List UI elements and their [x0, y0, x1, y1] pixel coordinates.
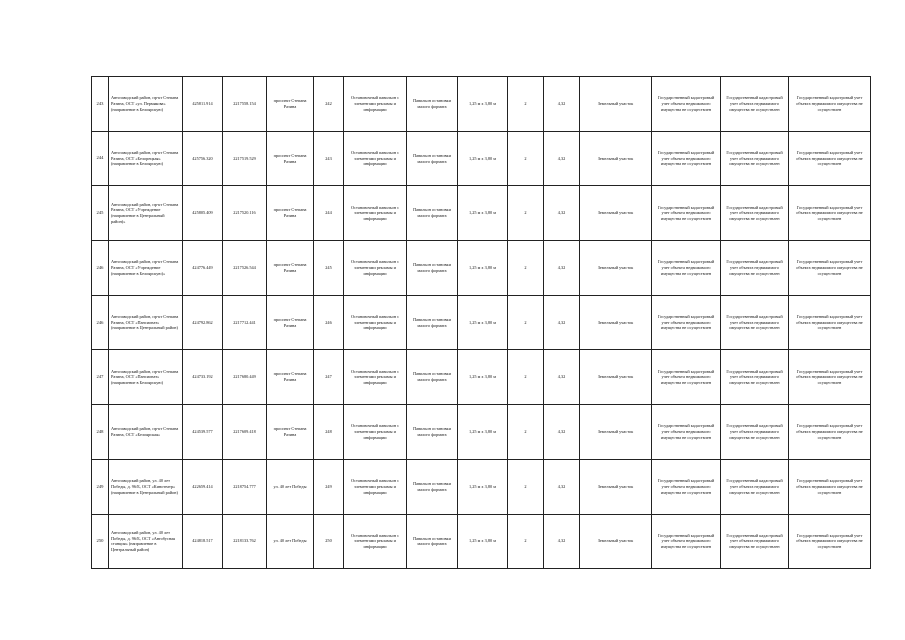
address-cell: Автозаводский район, пр-кт Степана Разина, ОСТ «Пансионат» (направление в Центральный район): [109, 295, 183, 350]
table-row: [92, 131, 871, 186]
coord-x-cell: 424539.577: [183, 405, 223, 460]
table-row: [92, 459, 871, 514]
row-number-cell: 245: [92, 186, 109, 241]
street-cell: проспект Степана Разина: [267, 131, 314, 186]
street-cell: ул. 40 лет Победы: [267, 459, 314, 514]
area-cell: 4,32: [544, 350, 580, 405]
coord-x-cell: 424818.517: [183, 514, 223, 569]
ownership-cell: Государственный кадастровый учет объекта недвижимого имущества не осуществлен: [721, 405, 789, 460]
coord-y-cell: 2217526.544: [223, 241, 267, 296]
area-cell: 4,32: [544, 295, 580, 350]
ownership-cell: Государственный кадастровый учет объекта недвижимого имущества не осуществлен: [789, 295, 871, 350]
street-cell: проспект Степана Разина: [267, 295, 314, 350]
ownership-cell: Государственный кадастровый учет объекта недвижимого имущества не осуществлен: [721, 77, 789, 132]
street-cell: проспект Степана Разина: [267, 350, 314, 405]
coord-y-cell: 2217519.529: [223, 131, 267, 186]
object-form-cell: Павильон остановки малого формата: [407, 241, 458, 296]
size-cell: 1,25 м х 3,80 м: [458, 186, 508, 241]
area-cell: 4,32: [544, 241, 580, 296]
size-cell: 1,25 м х 3,80 м: [458, 241, 508, 296]
address-cell: Автозаводский район, пр-кт Степана Разина, ОСТ «Учреждение (направление в Центральный район)»: [109, 186, 183, 241]
coord-y-cell: 2217558.154: [223, 77, 267, 132]
sides-cell: 2: [508, 186, 544, 241]
ownership-cell: Государственный кадастровый учет объекта недвижимого имущества не осуществлен: [721, 186, 789, 241]
size-cell: 1,25 м х 3,80 м: [458, 405, 508, 460]
ownership-cell: Государственный кадастровый учет объекта недвижимого имущества не осуществлен: [652, 77, 721, 132]
stop-number-cell: 250: [314, 514, 344, 569]
ownership-cell: Государственный кадастровый учет объекта недвижимого имущества не осуществлен: [652, 405, 721, 460]
object-type-cell: Остановочный павильон с элементами рекламы и информации: [344, 295, 407, 350]
ownership-cell: Государственный кадастровый учет объекта недвижимого имущества не осуществлен: [789, 350, 871, 405]
coord-x-cell: 424792.862: [183, 295, 223, 350]
stop-number-cell: 242: [314, 77, 344, 132]
object-type-cell: Остановочный павильон с элементами рекламы и информации: [344, 459, 407, 514]
ownership-cell: Государственный кадастровый учет объекта недвижимого имущества не осуществлен: [652, 241, 721, 296]
ownership-cell: Государственный кадастровый учет объекта недвижимого имущества не осуществлен: [652, 350, 721, 405]
stop-number-cell: 244: [314, 186, 344, 241]
coord-y-cell: 2218133.762: [223, 514, 267, 569]
ownership-cell: Государственный кадастровый учет объекта недвижимого имущества не осуществлен: [721, 241, 789, 296]
object-type-cell: Остановочный павильон с элементами рекламы и информации: [344, 131, 407, 186]
address-cell: Автозаводский район, ул. 40 лет Победы, д. 96/Б, ОСТ «Автобусная станция» (направление в Центральный район): [109, 514, 183, 569]
ownership-cell: Государственный кадастровый учет объекта недвижимого имущества не осуществлен: [789, 514, 871, 569]
ownership-cell: Государственный кадастровый учет объекта недвижимого имущества не осуществлен: [721, 131, 789, 186]
land-type-cell: Земельный участок: [580, 405, 652, 460]
coord-y-cell: 2218754.777: [223, 459, 267, 514]
area-cell: 4,32: [544, 459, 580, 514]
row-number-cell: 243: [92, 77, 109, 132]
table-row: [92, 405, 871, 460]
ownership-cell: Государственный кадастровый учет объекта недвижимого имущества не осуществлен: [789, 77, 871, 132]
object-type-cell: Остановочный павильон с элементами рекламы и информации: [344, 77, 407, 132]
object-form-cell: Павильон остановки малого формата: [407, 350, 458, 405]
street-cell: ул. 40 лет Победы: [267, 514, 314, 569]
coord-y-cell: 2217609.418: [223, 405, 267, 460]
ownership-cell: Государственный кадастровый учет объекта недвижимого имущества не осуществлен: [789, 186, 871, 241]
land-type-cell: Земельный участок: [580, 350, 652, 405]
size-cell: 1,25 м х 3,80 м: [458, 514, 508, 569]
area-cell: 4,32: [544, 186, 580, 241]
table-row: [92, 295, 871, 350]
object-type-cell: Остановочный павильон с элементами рекламы и информации: [344, 514, 407, 569]
land-type-cell: Земельный участок: [580, 241, 652, 296]
ownership-cell: Государственный кадастровый учет объекта недвижимого имущества не осуществлен: [721, 459, 789, 514]
land-type-cell: Земельный участок: [580, 295, 652, 350]
row-number-cell: 246: [92, 295, 109, 350]
table-body: [92, 77, 871, 569]
row-number-cell: 246: [92, 241, 109, 296]
ownership-cell: Государственный кадастровый учет объекта недвижимого имущества не осуществлен: [789, 131, 871, 186]
address-cell: Автозаводский район, ул. 40 лет Победы, д. 96/Б, ОСТ «Кинотеатр» (направление в Центральный район): [109, 459, 183, 514]
address-cell: Автозаводский район, пр-кт Степана Разина, ОСТ «Белорецкая» (направление в Белоярскую): [109, 131, 183, 186]
size-cell: 1,25 м х 3,80 м: [458, 131, 508, 186]
street-cell: проспект Степана Разина: [267, 77, 314, 132]
row-number-cell: 244: [92, 131, 109, 186]
area-cell: 4,32: [544, 77, 580, 132]
table-row: [92, 350, 871, 405]
coord-x-cell: 425805.409: [183, 186, 223, 241]
ownership-cell: Государственный кадастровый учет объекта недвижимого имущества не осуществлен: [789, 241, 871, 296]
stop-number-cell: 243: [314, 131, 344, 186]
stop-number-cell: 248: [314, 405, 344, 460]
object-form-cell: Павильон остановки малого формата: [407, 295, 458, 350]
row-number-cell: 249: [92, 459, 109, 514]
coord-x-cell: 424733.192: [183, 350, 223, 405]
sides-cell: 2: [508, 514, 544, 569]
coord-y-cell: 2217680.449: [223, 350, 267, 405]
sides-cell: 2: [508, 241, 544, 296]
size-cell: 1,25 м х 3,80 м: [458, 350, 508, 405]
object-type-cell: Остановочный павильон с элементами рекламы и информации: [344, 186, 407, 241]
placement-register-table: [91, 76, 871, 569]
address-cell: Автозаводский район, пр-кт Степана Разина, ОСТ «ул. Пермякова» (направление в Белоярскую): [109, 77, 183, 132]
coord-x-cell: 425756.320: [183, 131, 223, 186]
size-cell: 1,25 м х 3,80 м: [458, 459, 508, 514]
stop-number-cell: 245: [314, 241, 344, 296]
table-row: [92, 241, 871, 296]
stop-number-cell: 247: [314, 350, 344, 405]
ownership-cell: Государственный кадастровый учет объекта недвижимого имущества не осуществлен: [721, 350, 789, 405]
address-cell: Автозаводский район, пр-кт Степана Разина, ОСТ «Пансионат» (направление в Белоярскую): [109, 350, 183, 405]
object-form-cell: Павильон остановки малого формата: [407, 405, 458, 460]
coord-x-cell: 424776.449: [183, 241, 223, 296]
area-cell: 4,32: [544, 131, 580, 186]
stop-number-cell: 249: [314, 459, 344, 514]
size-cell: 1,25 м х 3,80 м: [458, 295, 508, 350]
land-type-cell: Земельный участок: [580, 186, 652, 241]
address-cell: Автозаводский район, пр-кт Степана Разина, ОСТ «Учреждение (направление в Белоярскую)»: [109, 241, 183, 296]
land-type-cell: Земельный участок: [580, 77, 652, 132]
object-form-cell: Павильон остановки малого формата: [407, 459, 458, 514]
object-form-cell: Павильон остановки малого формата: [407, 186, 458, 241]
coord-x-cell: 422659.414: [183, 459, 223, 514]
coord-x-cell: 425811.914: [183, 77, 223, 132]
stop-number-cell: 246: [314, 295, 344, 350]
table-row: [92, 514, 871, 569]
sides-cell: 2: [508, 459, 544, 514]
address-cell: Автозаводский район, пр-кт Степана Разина, ОСТ «Белоярская»: [109, 405, 183, 460]
ownership-cell: Государственный кадастровый учет объекта недвижимого имущества не осуществлен: [721, 514, 789, 569]
coord-y-cell: 2217712.441: [223, 295, 267, 350]
row-number-cell: 248: [92, 405, 109, 460]
land-type-cell: Земельный участок: [580, 514, 652, 569]
ownership-cell: Государственный кадастровый учет объекта недвижимого имущества не осуществлен: [652, 295, 721, 350]
ownership-cell: Государственный кадастровый учет объекта недвижимого имущества не осуществлен: [721, 295, 789, 350]
ownership-cell: Государственный кадастровый учет объекта недвижимого имущества не осуществлен: [789, 405, 871, 460]
object-type-cell: Остановочный павильон с элементами рекламы и информации: [344, 405, 407, 460]
size-cell: 1,25 м х 3,80 м: [458, 77, 508, 132]
sides-cell: 2: [508, 350, 544, 405]
street-cell: проспект Степана Разина: [267, 241, 314, 296]
table-row: [92, 77, 871, 132]
ownership-cell: Государственный кадастровый учет объекта недвижимого имущества не осуществлен: [652, 131, 721, 186]
object-form-cell: Павильон остановки малого формата: [407, 77, 458, 132]
sides-cell: 2: [508, 77, 544, 132]
land-type-cell: Земельный участок: [580, 459, 652, 514]
sides-cell: 2: [508, 295, 544, 350]
sides-cell: 2: [508, 131, 544, 186]
street-cell: проспект Степана Разина: [267, 405, 314, 460]
ownership-cell: Государственный кадастровый учет объекта недвижимого имущества не осуществлен: [789, 459, 871, 514]
ownership-cell: Государственный кадастровый учет объекта недвижимого имущества не осуществлен: [652, 186, 721, 241]
sides-cell: 2: [508, 405, 544, 460]
table-row: [92, 186, 871, 241]
object-form-cell: Павильон остановки малого формата: [407, 514, 458, 569]
object-type-cell: Остановочный павильон с элементами рекламы и информации: [344, 241, 407, 296]
object-type-cell: Остановочный павильон с элементами рекламы и информации: [344, 350, 407, 405]
row-number-cell: 250: [92, 514, 109, 569]
ownership-cell: Государственный кадастровый учет объекта недвижимого имущества не осуществлен: [652, 459, 721, 514]
area-cell: 4,32: [544, 514, 580, 569]
object-form-cell: Павильон остановки малого формата: [407, 131, 458, 186]
ownership-cell: Государственный кадастровый учет объекта недвижимого имущества не осуществлен: [652, 514, 721, 569]
area-cell: 4,32: [544, 405, 580, 460]
coord-y-cell: 2217520.116: [223, 186, 267, 241]
land-type-cell: Земельный участок: [580, 131, 652, 186]
street-cell: проспект Степана Разина: [267, 186, 314, 241]
row-number-cell: 247: [92, 350, 109, 405]
